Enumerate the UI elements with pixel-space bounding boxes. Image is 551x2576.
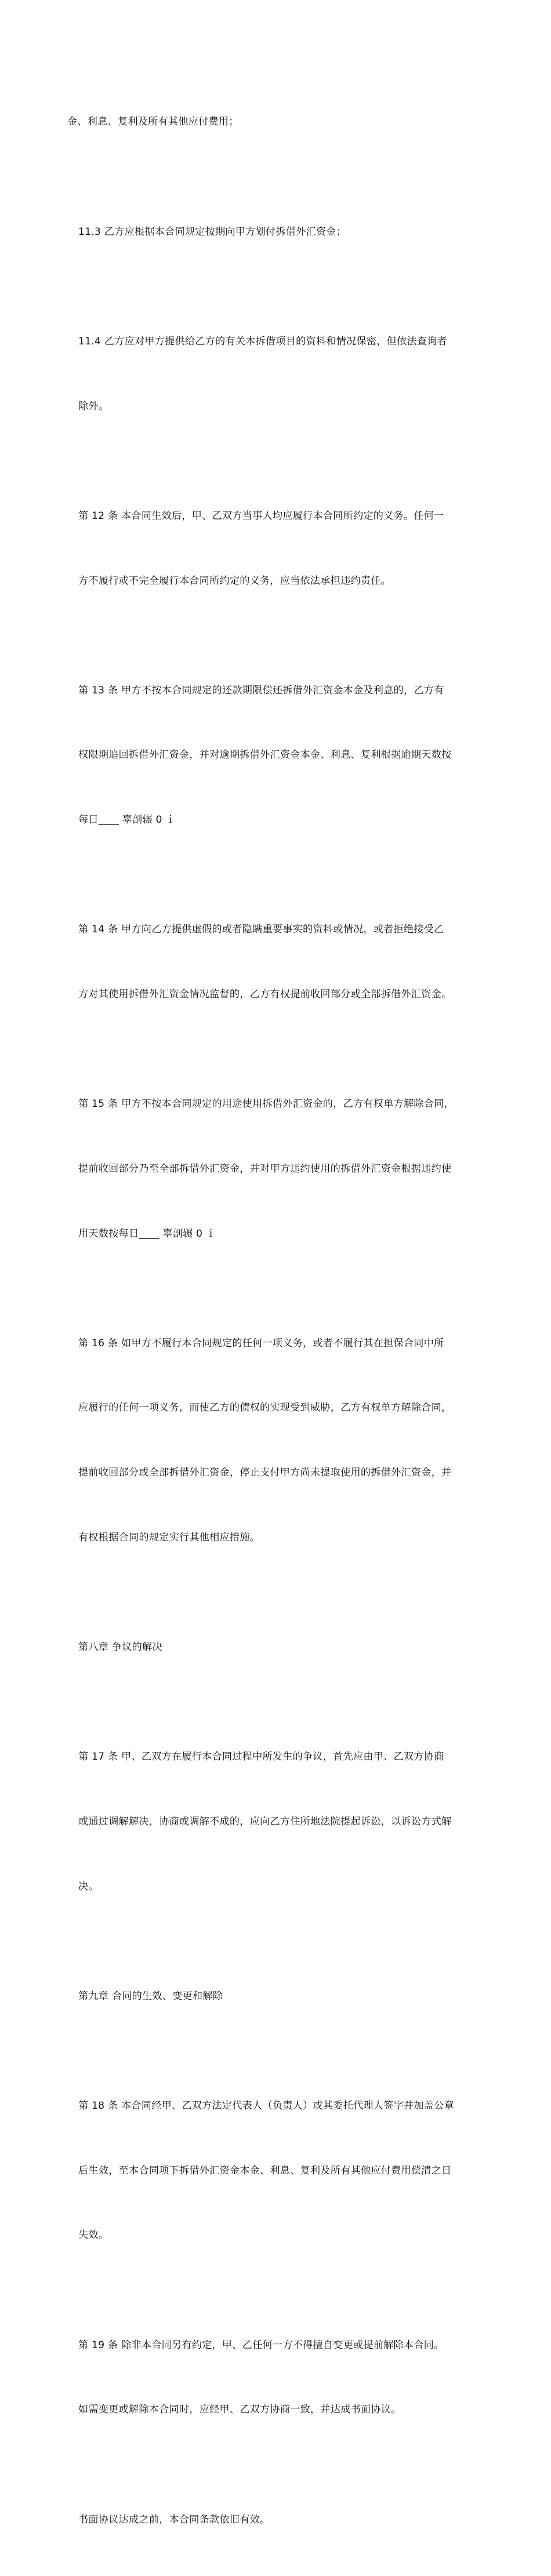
text-line: 如需变更或解除本合同时，应经甲、乙双方协商一致，并达成书面协议。 — [78, 2404, 401, 2416]
text-line: 提前收回部分或全部拆借外汇资金，停止支付甲方尚未提取使用的拆借外汇资金，并 — [78, 1467, 452, 1479]
text-line: 第 17 条 甲、乙双方在履行本合同过程中所发生的争议，首先应由甲、乙双方协商 — [78, 1751, 444, 1763]
article-14 — [67, 876, 486, 1049]
text-line: 11.4 乙方应对甲方提供给乙方的有关本拆借项目的资料和情况保密，但依法查询者 — [78, 336, 447, 348]
document-page — [67, 68, 486, 2576]
text-line: 应履行的任何一项义务，而使乙方的债权的实现受到威胁，乙方有权单方解除合同， — [78, 1402, 452, 1414]
closing-paragraph — [67, 2466, 486, 2574]
text-line: 方对其使用拆借外汇资金情况监督的，乙方有权提前收回部分或全部拆借外汇资金。 — [78, 989, 452, 1001]
text-line: 除外。 — [78, 400, 109, 412]
text-line: 第 15 条 甲方不按本合同规定的用途使用拆借外汇资金的，乙方有权单方解除合同， — [78, 1098, 454, 1110]
text-line: 第八章 争议的解决 — [78, 1641, 162, 1653]
text-line: 决。 — [78, 1880, 99, 1892]
text-line: 第 14 条 甲方向乙方提供虚假的或者隐瞒重要事实的资料或情况，或者拒绝接受乙 — [78, 924, 444, 936]
article-12 — [67, 463, 486, 635]
text-line: 用天数按每日____ 辜剖辗 0 ｉ — [78, 1227, 216, 1240]
text-line: 权限期追回拆借外汇资金，并对逾期拆借外汇资金本金、利息、复利根据逾期天数按 — [78, 749, 452, 761]
clause-11-3 — [67, 178, 486, 286]
text-line: 后生效，至本合同项下拆借外汇资金本金、利息、复利及所有其他应付费用偿清之日 — [78, 2164, 452, 2177]
text-line: 或通过调解解决，协商或调解不成的，应向乙方住所地法院提起诉讼，以诉讼方式解 — [78, 1815, 452, 1827]
text-line: 每日____ 辜剖辗 0 ｉ — [78, 814, 176, 826]
text-line: 失效。 — [78, 2229, 109, 2241]
text-line: 方不履行或不完全履行本合同所约定的义务，应当依法承担违约责任。 — [78, 575, 392, 587]
chapter-8-heading — [67, 1594, 486, 1702]
text-line: 提前收回部分乃至全部拆借外汇资金，并对甲方违约使用的拆借外汇资金根据违约使 — [78, 1162, 452, 1175]
text-line: 有权根据合同的规定实行其他相应措施。 — [78, 1531, 260, 1543]
text-line: 第 18 条 本合同经甲、乙双方法定代表人（负责人）或其委托代理人签字并加盖公章 — [78, 2100, 454, 2112]
text-line: 第 13 条 甲方不按本合同规定的还款期限偿还拆借外汇资金本金及利息的，乙方有 — [78, 684, 444, 696]
text-line: 金、利息、复利及所有其他应付费用； — [67, 116, 239, 128]
article-17 — [67, 1703, 486, 1941]
paragraph-continued-obligations — [67, 68, 486, 176]
text-line: 第 16 条 如甲方不履行本合同规定的任何一项义务，或者不履行其在担保合同中所 — [78, 1337, 444, 1349]
article-16 — [67, 1289, 486, 1592]
text-line: 11.3 乙方应根据本合同规定按期向甲方划付拆借外汇资金； — [78, 226, 347, 238]
text-line: 第 12 条 本合同生效后，甲、乙双方当事人均应履行本合同所约定的义务。任何一 — [78, 510, 444, 522]
article-15 — [67, 1051, 486, 1288]
chapter-9-heading — [67, 1942, 486, 2050]
text-line: 书面协议达成之前，本合同条款依旧有效。 — [78, 2513, 270, 2526]
article-18 — [67, 2052, 486, 2290]
article-19 — [67, 2291, 486, 2464]
clause-11-4 — [67, 288, 486, 461]
article-13 — [67, 637, 486, 874]
text-line: 第 19 条 除非本合同另有约定，甲、乙任何一方不得擅自变更或提前解除本合同。 — [78, 2339, 444, 2351]
text-line: 第九章 合同的生效、变更和解除 — [78, 1990, 223, 2002]
